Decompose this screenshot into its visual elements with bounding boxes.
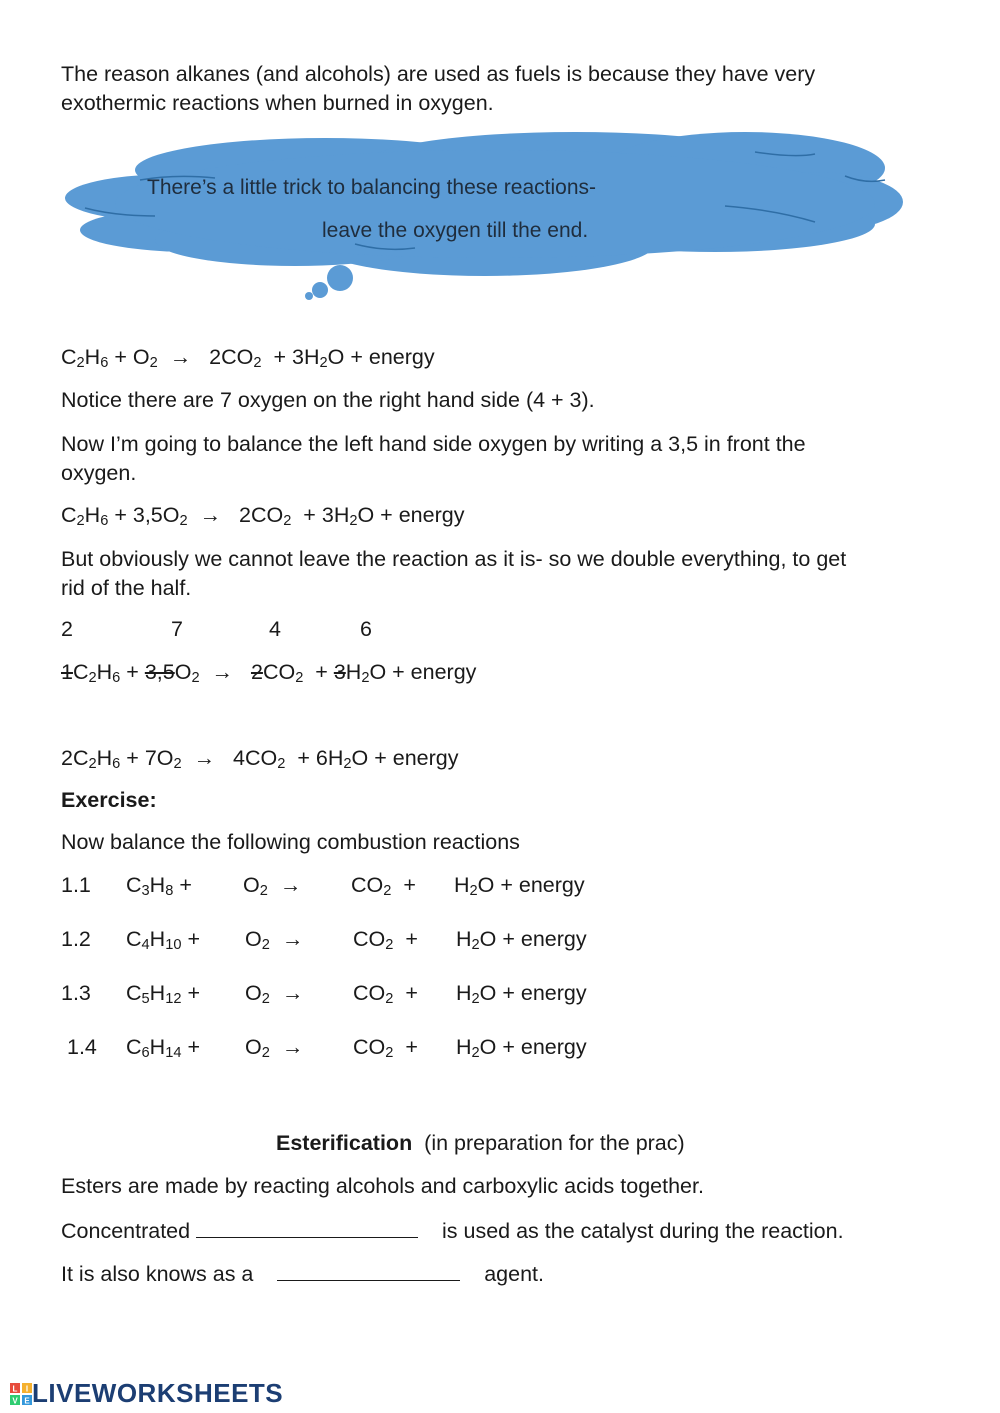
- cloud-text-line-2: leave the oxygen till the end.: [322, 219, 589, 242]
- new-coef-3: 4: [269, 617, 281, 641]
- intro-line-2: exothermic reactions when burned in oxygen.: [61, 91, 494, 115]
- exercise-co2: $CO_2$ +: [353, 1035, 418, 1062]
- eq1-plus-2: +: [273, 345, 286, 369]
- eq4-c-coef: 2: [61, 746, 73, 770]
- exercise-co2: $CO_2$ +: [351, 873, 416, 900]
- exercise-water: $H_2O$ + energy: [456, 927, 587, 954]
- eq1-plus: +: [114, 345, 127, 369]
- agent-sentence: [61, 1260, 544, 1287]
- exercise-number: 1.4: [67, 1035, 97, 1059]
- eq1-h2o-h: H: [303, 345, 320, 369]
- equation-4: $2C_2H_6 + 7O_2 \to 4CO_2 + 6H_2O$ + energy: [61, 746, 459, 773]
- eq1-oxygen: O: [132, 345, 150, 369]
- eq3-struck-coef-2: 3,5: [144, 660, 175, 684]
- eq1-h2o-o: O: [327, 345, 345, 369]
- notice-text: Notice there are 7 oxygen on the right hand side (4 + 3).: [61, 388, 595, 412]
- cloud-tail-bubbles: [305, 265, 353, 300]
- eq3-struck-coef-1: 1: [61, 660, 73, 684]
- eq1-h2o-coef: 3: [291, 345, 304, 369]
- eq4-o2-coef: 7: [144, 746, 157, 770]
- esterification-subtitle: (in preparation for the prac): [424, 1131, 685, 1155]
- balance-paragraph: [61, 430, 941, 488]
- svg-text:V: V: [12, 1396, 18, 1405]
- eq1-carbon-sub: 2: [76, 355, 85, 372]
- exercise-alkane: $C_4H_{10}$ +: [126, 927, 200, 954]
- exercise-oxygen: $O_2$ →: [245, 927, 304, 954]
- new-coef-1: 2: [61, 617, 73, 641]
- exercise-heading: Exercise:: [61, 788, 157, 812]
- exercise-number: 1.1: [61, 873, 91, 897]
- exercise-co2: $CO_2$ +: [353, 981, 418, 1008]
- exercise-water: $H_2O$ + energy: [454, 873, 585, 900]
- liveworksheets-logo-text: LIVEWORKSHEETS: [32, 1378, 284, 1408]
- exercise-alkane: $C_5H_{12}$ +: [126, 981, 200, 1008]
- esterification-heading: [276, 1131, 685, 1156]
- eq1-energy: + energy: [350, 345, 435, 369]
- agent-blank-input[interactable]: [277, 1260, 460, 1281]
- eq1-hydrogen: H: [84, 345, 101, 369]
- equation-2: $C_2H_6 + 3,5O_2 \to 2CO_2 + 3H_2O$ + energy: [61, 503, 465, 530]
- cloud-body: [65, 132, 903, 276]
- exercise-co2: $CO_2$ +: [353, 927, 418, 954]
- catalyst-blank-input[interactable]: [196, 1217, 418, 1238]
- eq1-arrow: →: [169, 345, 192, 369]
- exercise-oxygen: $O_2$ →: [245, 1035, 304, 1062]
- eq1-co2-coef: 2: [209, 345, 222, 369]
- exercise-instruction: Now balance the following combustion reactions: [61, 830, 520, 854]
- double-line-1: But obviously we cannot leave the reaction as it is- so we double everything, to get: [61, 547, 847, 571]
- equation-1: [61, 345, 435, 370]
- eq4-co2-coef: 4: [233, 746, 246, 770]
- exercise-oxygen: $O_2$ →: [243, 873, 302, 900]
- cloud-shape: [55, 118, 915, 308]
- svg-text:I: I: [25, 1384, 29, 1393]
- balance-line-1: Now I’m going to balance the left hand side oxygen by writing a 3,5 in front the: [61, 432, 806, 456]
- double-line-2: rid of the half.: [61, 576, 192, 600]
- catalyst-sentence-start: Concentrated: [61, 1219, 191, 1243]
- agent-sentence-end: agent.: [484, 1262, 544, 1286]
- svg-text:E: E: [24, 1396, 30, 1405]
- eq2-co2-coef: 2: [239, 503, 251, 527]
- intro-line-1: The reason alkanes (and alcohols) are used as fuels is because they have very: [61, 62, 816, 86]
- cloud-text-line-1: There’s a little trick to balancing these reactions-: [147, 176, 596, 199]
- liveworksheets-logo-icon: [10, 1383, 32, 1405]
- double-paragraph: [61, 545, 941, 603]
- equation-3: $1C_2H_6 + 3,5O_2 \to 2CO_2 + 3H_2O$ + energy: [61, 660, 477, 687]
- eq1-h2o-sub: 2: [319, 355, 328, 372]
- balance-line-2: oxygen.: [61, 461, 137, 485]
- eq3-struck-coef-3: 2: [250, 660, 263, 684]
- exercise-alkane: $C_3H_8$ +: [126, 873, 192, 900]
- catalyst-sentence-end: is used as the catalyst during the reaction.: [441, 1219, 844, 1243]
- eq1-co2-sub: 2: [253, 355, 262, 372]
- exercise-oxygen: $O_2$ →: [245, 981, 304, 1008]
- eq1-co2: CO: [221, 345, 254, 369]
- exercise-number: 1.2: [61, 927, 91, 951]
- eq1-oxygen-sub: 2: [149, 355, 158, 372]
- intro-paragraph: [61, 60, 941, 118]
- esterification-line-1: Esters are made by reacting alcohols and carboxylic acids together.: [61, 1174, 704, 1198]
- eq1-hydrogen-sub: 6: [100, 355, 109, 372]
- svg-text:L: L: [12, 1384, 18, 1393]
- esterification-title: Esterification: [276, 1131, 413, 1155]
- eq2-h2o-coef: 3: [321, 503, 334, 527]
- thought-cloud: [55, 118, 915, 314]
- exercise-water: $H_2O$ + energy: [456, 981, 587, 1008]
- liveworksheets-logo: [10, 1378, 283, 1409]
- agent-sentence-start: It is also knows as a: [61, 1262, 254, 1286]
- new-coef-4: 6: [360, 617, 372, 641]
- exercise-number: 1.3: [61, 981, 91, 1005]
- exercise-alkane: $C_6H_{14}$ +: [126, 1035, 200, 1062]
- exercise-water: $H_2O$ + energy: [456, 1035, 587, 1062]
- new-coef-2: 7: [171, 617, 183, 641]
- eq3-struck-coef-4: 3: [333, 660, 346, 684]
- eq1-carbon: C: [61, 345, 77, 369]
- eq4-h2o-coef: 6: [315, 746, 328, 770]
- catalyst-sentence: [61, 1217, 844, 1244]
- eq2-o2-coef: 3,5: [132, 503, 163, 527]
